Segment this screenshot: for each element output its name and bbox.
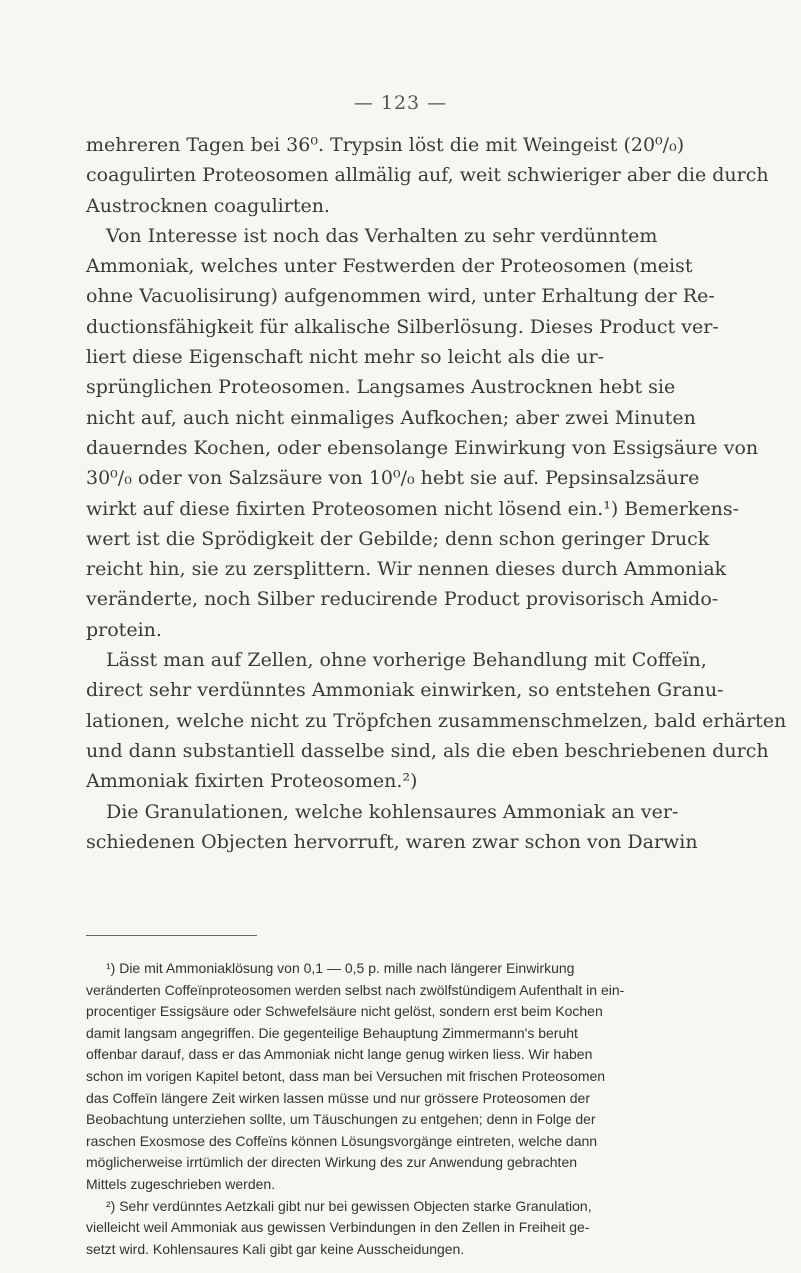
paragraph-start: Von Interesse ist noch das Verhalten zu sehr verdünntem: [106, 224, 658, 247]
body-line: dauerndes Kochen, oder ebensolange Einwirkung von Essigsäure von: [86, 436, 759, 459]
body-line: und dann substantiell dasselbe sind, als die eben beschriebenen durch: [86, 739, 769, 762]
footnote-line: vielleicht weil Ammoniak aus gewissen Verbindungen in den Zellen in Freiheit ge-: [86, 1219, 590, 1236]
body-line: wert ist die Sprödigkeit der Gebilde; denn schon geringer Druck: [86, 527, 710, 550]
body-line: ohne Vacuolisirung) aufgenommen wird, unter Erhaltung der Re-: [86, 285, 715, 308]
body-line: coagulirten Proteosomen allmälig auf, weit schwieriger aber die durch: [86, 164, 769, 187]
page-number: — 123 —: [353, 92, 448, 114]
footnote-line: Beobachtung unterziehen sollte, um Täuschungen zu entgehen; denn in Folge der: [86, 1111, 596, 1128]
footnote-1-start: ¹) Die mit Ammoniaklösung von 0,1 — 0,5 p. mille nach längerer Einwirkung: [106, 960, 575, 976]
footnote-line: setzt wird. Kohlensaures Kali gibt gar keine Ausscheidungen.: [86, 1240, 465, 1257]
footnote-line: offenbar darauf, dass er das Ammoniak nicht lange genug wirken liess. Wir haben: [86, 1046, 593, 1063]
body-line: 30⁰/₀ oder von Salzsäure von 10⁰/₀ hebt sie auf. Pepsinsalzsäure: [86, 467, 700, 490]
footnote-separator: [86, 935, 257, 936]
footnote-line: das Coffeïn längere Zeit wirken lassen müsse und nur grössere Proteosomen der: [86, 1089, 591, 1106]
body-text: [86, 130, 787, 857]
body-line: wirkt auf diese fixirten Proteosomen nicht lösend ein.¹) Bemerkens-: [86, 497, 740, 520]
body-line: sprünglichen Proteosomen. Langsames Austrocknen hebt sie: [86, 376, 676, 399]
footnote-line: möglicherweise irrtümlich der directen Wirkung des zur Anwendung gebrachten: [86, 1154, 578, 1171]
footnote-line: damit langsam angegriffen. Die gegenteilige Behauptung Zimmermann's beruht: [86, 1024, 578, 1041]
footnote-line: veränderten Coffeïnproteosomen werden selbst nach zwölfstündigem Aufenthalt in ein-: [86, 981, 625, 998]
body-line: direct sehr verdünntes Ammoniak einwirken, so entstehen Granu-: [86, 679, 724, 702]
body-line: Ammoniak fixirten Proteosomen.²): [86, 770, 418, 793]
body-line: liert diese Eigenschaft nicht mehr so leicht als die ur-: [86, 346, 605, 369]
body-line: veränderte, noch Silber reducirende Product provisorisch Amido-: [86, 588, 719, 611]
body-line: reicht hin, sie zu zersplittern. Wir nennen dieses durch Ammoniak: [86, 558, 727, 581]
body-line: Ammoniak, welches unter Festwerden der Proteosomen (meist: [86, 255, 693, 278]
body-line: Austrocknen coagulirten.: [86, 194, 330, 217]
body-line: lationen, welche nicht zu Tröpfchen zusammenschmelzen, bald erhärten: [86, 709, 787, 732]
footnote-line: Mittels zugeschrieben werden.: [86, 1175, 276, 1192]
footnote-line: schon im vorigen Kapitel betont, dass man bei Versuchen mit frischen Proteosomen: [86, 1067, 606, 1084]
footnote-2-start: ²) Sehr verdünntes Aetzkali gibt nur bei gewissen Objecten starke Granulation,: [106, 1197, 592, 1214]
body-line: protein.: [86, 618, 162, 641]
body-line: schiedenen Objecten hervorruft, waren zwar schon von Darwin: [86, 830, 698, 853]
body-line: mehreren Tagen bei 36⁰. Trypsin löst die mit Weingeist (20⁰/₀): [86, 134, 685, 156]
body-line: nicht auf, auch nicht einmaliges Aufkochen; aber zwei Minuten: [86, 406, 696, 429]
paragraph-start: Die Granulationen, welche kohlensaures Ammoniak an ver-: [106, 800, 679, 823]
body-line: ductionsfähigkeit für alkalische Silberlösung. Dieses Product ver-: [86, 315, 719, 338]
paragraph-start: Lässt man auf Zellen, ohne vorherige Behandlung mit Coffeïn,: [106, 649, 707, 672]
footnote-line: procentiger Essigsäure oder Schwefelsäure nicht gelöst, sondern erst beim Kochen: [86, 1003, 603, 1020]
footnote-line: raschen Exosmose des Coffeïns können Lösungsvorgänge eintreten, welche dann: [86, 1132, 598, 1149]
footnotes: [86, 958, 726, 1260]
